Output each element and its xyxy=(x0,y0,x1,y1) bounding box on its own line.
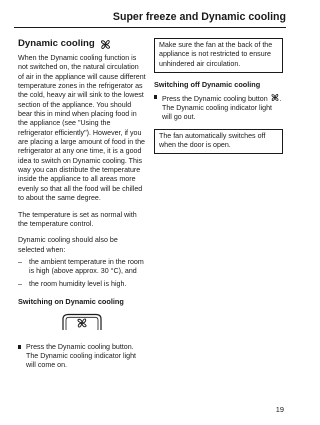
fan-note-box xyxy=(154,38,283,73)
header-rule xyxy=(14,27,286,28)
auto-off-note-text: The fan automatically switches off when the door is open. xyxy=(159,131,266,149)
switching-on-step xyxy=(18,343,146,371)
step-text: Press the Dynamic cooling button . The Dynamic cooling indicator light will go out. xyxy=(162,94,282,122)
list-item xyxy=(18,280,146,289)
switching-off-heading: Switching off Dynamic cooling xyxy=(154,80,261,90)
fan-snowflake-icon xyxy=(270,93,280,102)
fan-note-text: Make sure the fan at the back of the appliance is not restricted to ensure unhindered air circulation. xyxy=(159,41,273,68)
dash-marker: – xyxy=(18,279,22,288)
list-item-text: the ambient temperature in the room is high (above approx. 30 °C), and xyxy=(29,257,144,276)
list-item-text: the room humidity level is high. xyxy=(29,279,127,288)
intro-paragraph: When the Dynamic cooling function is not switched on, the natural circulation of air in the appliance will cause different temperature zones in the refrigerator as the cold, heavy air will sink to the lowest section of the appliance. You should bear this in mind when placing food in the appliance (see "Using the refrigerator efficiently"). However, if you are placing a large amount of food in the refrigerator at any one time, it is a good idea to switch on Dynamic cooling. This way you can distribute the temperature inside the appliance to all areas more evenly so that all the food will be chilled to about the same degree. xyxy=(18,54,146,203)
switching-off-step xyxy=(154,93,283,123)
page-number: 19 xyxy=(275,405,284,414)
right-column xyxy=(154,38,283,154)
section-heading xyxy=(18,38,146,50)
fan-snowflake-icon xyxy=(99,39,112,50)
bullet-marker xyxy=(18,343,26,371)
step-text: Press the Dynamic cooling button. The Dynamic cooling indicator light will come on. xyxy=(26,342,137,370)
dynamic-cooling-button-icon xyxy=(62,313,102,331)
list-item xyxy=(18,258,146,277)
auto-off-note-box xyxy=(154,129,283,155)
section-title: Dynamic cooling xyxy=(18,38,95,49)
switching-on-heading: Switching on Dynamic cooling xyxy=(18,296,124,306)
bullet-marker xyxy=(154,93,162,123)
temperature-note: The temperature is set as normal with the temperature control. xyxy=(18,210,137,228)
dash-marker: – xyxy=(18,257,22,266)
left-column xyxy=(18,38,146,371)
use-when-intro: Dynamic cooling should also be selected when: xyxy=(18,236,118,254)
page-header-title: Super freeze and Dynamic cooling xyxy=(112,11,286,23)
